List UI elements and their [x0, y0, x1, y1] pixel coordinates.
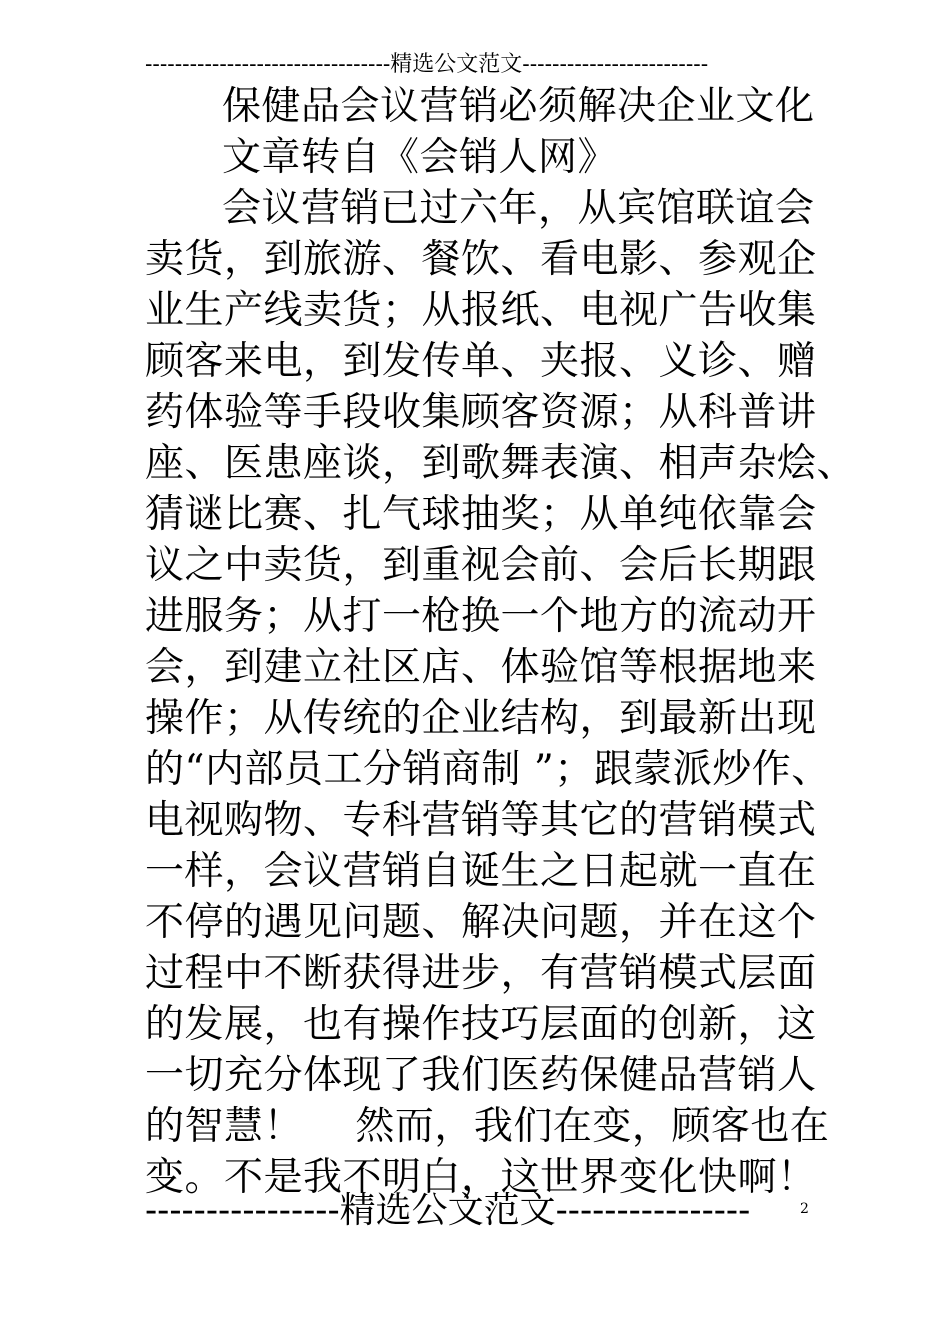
body-line: 一样，会议营销自诞生之日起就一直在: [145, 849, 817, 894]
body-line: 电视购物、专科营销等其它的营销模式: [145, 798, 817, 843]
body-line: 业生产线卖货；从报纸、电视广告收集: [145, 288, 817, 333]
page-footer: ----------------精选公文范文----------------: [145, 1190, 751, 1231]
body-line: 卖货，到旅游、餐饮、看电影、参观企: [145, 237, 817, 282]
body-line: 座、医患座谈，到歌舞表演、相声杂烩、: [145, 441, 857, 486]
body-line: 过程中不断获得进步，有营销模式层面: [145, 951, 817, 996]
body-line: 会，到建立社区店、体验馆等根据地来: [145, 645, 817, 690]
body-line: 不停的遇见问题、解决问题，并在这个: [145, 900, 817, 945]
body-line: 进服务；从打一枪换一个地方的流动开: [145, 594, 817, 639]
body-line: 的“内部员工分销商制 ”；跟蒙派炒作、: [145, 747, 831, 792]
page-header: ---------------------------------精选公文范文-------------------------: [145, 52, 709, 77]
body-line: 的发展，也有操作技巧层面的创新，这: [145, 1002, 817, 1047]
article-source: 文章转自《会销人网》: [222, 135, 618, 180]
body-line: 操作；从传统的企业结构，到最新出现: [145, 696, 817, 741]
body-line: 会议营销已过六年，从宾馆联谊会: [222, 186, 815, 231]
body-line: 药体验等手段收集顾客资源；从科普讲: [145, 390, 817, 435]
body-line: 议之中卖货，到重视会前、会后长期跟: [145, 543, 817, 588]
body-line: 的智慧！ 然而，我们在变，顾客也在: [145, 1104, 830, 1149]
body-line: 猜谜比赛、扎气球抽奖；从单纯依靠会: [145, 492, 817, 537]
article-title: 保健品会议营销必须解决企业文化: [222, 84, 815, 129]
body-line: 一切充分体现了我们医药保健品营销人: [145, 1053, 817, 1098]
body-line: 变。不是我不明白，这世界变化快啊！: [145, 1155, 817, 1200]
page-number: 2: [800, 1201, 809, 1217]
body-line: 顾客来电，到发传单、夹报、义诊、赠: [145, 339, 817, 384]
